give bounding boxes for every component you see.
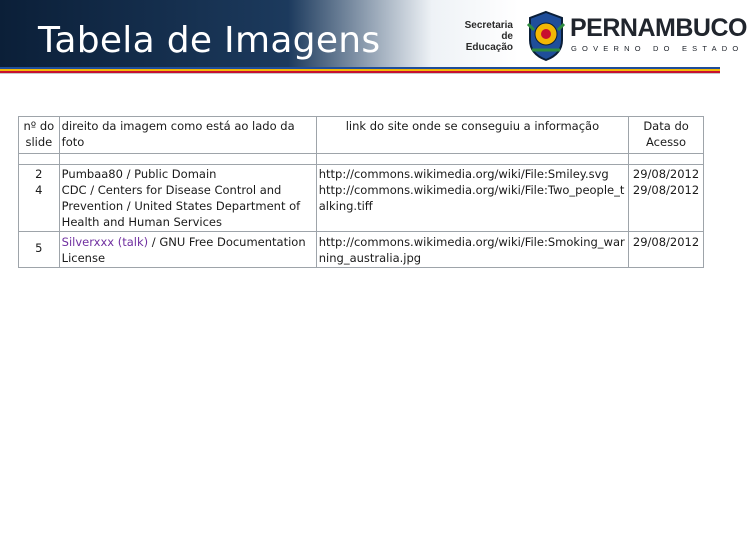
slide-number: 2 [35, 167, 43, 181]
access-date: 29/08/2012 [632, 167, 700, 181]
image-rights-cell [59, 232, 316, 268]
source-link[interactable]: http://commons.wikimedia.org/wiki/File:Smoking_warning_australia.jpg [316, 232, 628, 268]
access-date-cell [629, 165, 704, 232]
spacer-cell [316, 154, 628, 165]
slide-title: Tabela de Imagens [38, 20, 381, 61]
slide-number: 5 [19, 232, 60, 268]
spacer-cell [629, 154, 704, 165]
spacer-cell [19, 154, 60, 165]
license-text: / GNU Free Documentation License [61, 235, 306, 265]
header-access-date: Data do Acesso [629, 117, 704, 154]
header-rule [0, 73, 720, 74]
table-spacer-row [19, 154, 704, 165]
image-rights-text: Pumbaa80 / Public Domain [61, 167, 217, 181]
image-credits-table [18, 116, 704, 268]
brand-subtitle: GOVERNO DO ESTADO [571, 44, 744, 53]
source-link-cell [316, 165, 628, 232]
talk-link[interactable]: (talk) [117, 235, 149, 249]
source-link[interactable]: http://commons.wikimedia.org/wiki/File:Smiley.svg [318, 167, 609, 181]
header-slide-number: nº do slide [19, 117, 60, 154]
table-row [19, 232, 704, 268]
image-rights-cell [59, 165, 316, 232]
access-date: 29/08/2012 [629, 232, 704, 268]
author-link[interactable]: Silverxxx [61, 235, 115, 249]
header-source-link: link do site onde se conseguiu a informação [316, 117, 628, 154]
slide-number-cell [19, 165, 60, 232]
slide-number: 4 [35, 183, 43, 197]
source-link[interactable]: http://commons.wikimedia.org/wiki/File:Two_people_talking.tiff [318, 183, 625, 213]
brand-name: PERNAMBUCO [570, 14, 747, 42]
access-date: 29/08/2012 [632, 183, 700, 197]
header-image-rights: direito da imagem como está ao lado da foto [59, 117, 316, 154]
image-rights-text: CDC / Centers for Disease Control and Prevention / United States Department of Health and Human Services [61, 183, 301, 229]
secretaria-label [455, 20, 513, 53]
table-header-row [19, 117, 704, 154]
secretaria-line-2: Educação [465, 42, 513, 53]
spacer-cell [59, 154, 316, 165]
slide-header [0, 0, 747, 72]
table-row [19, 165, 704, 232]
pernambuco-seal-icon [524, 10, 568, 62]
secretaria-line-1: Secretaria de [464, 20, 513, 42]
